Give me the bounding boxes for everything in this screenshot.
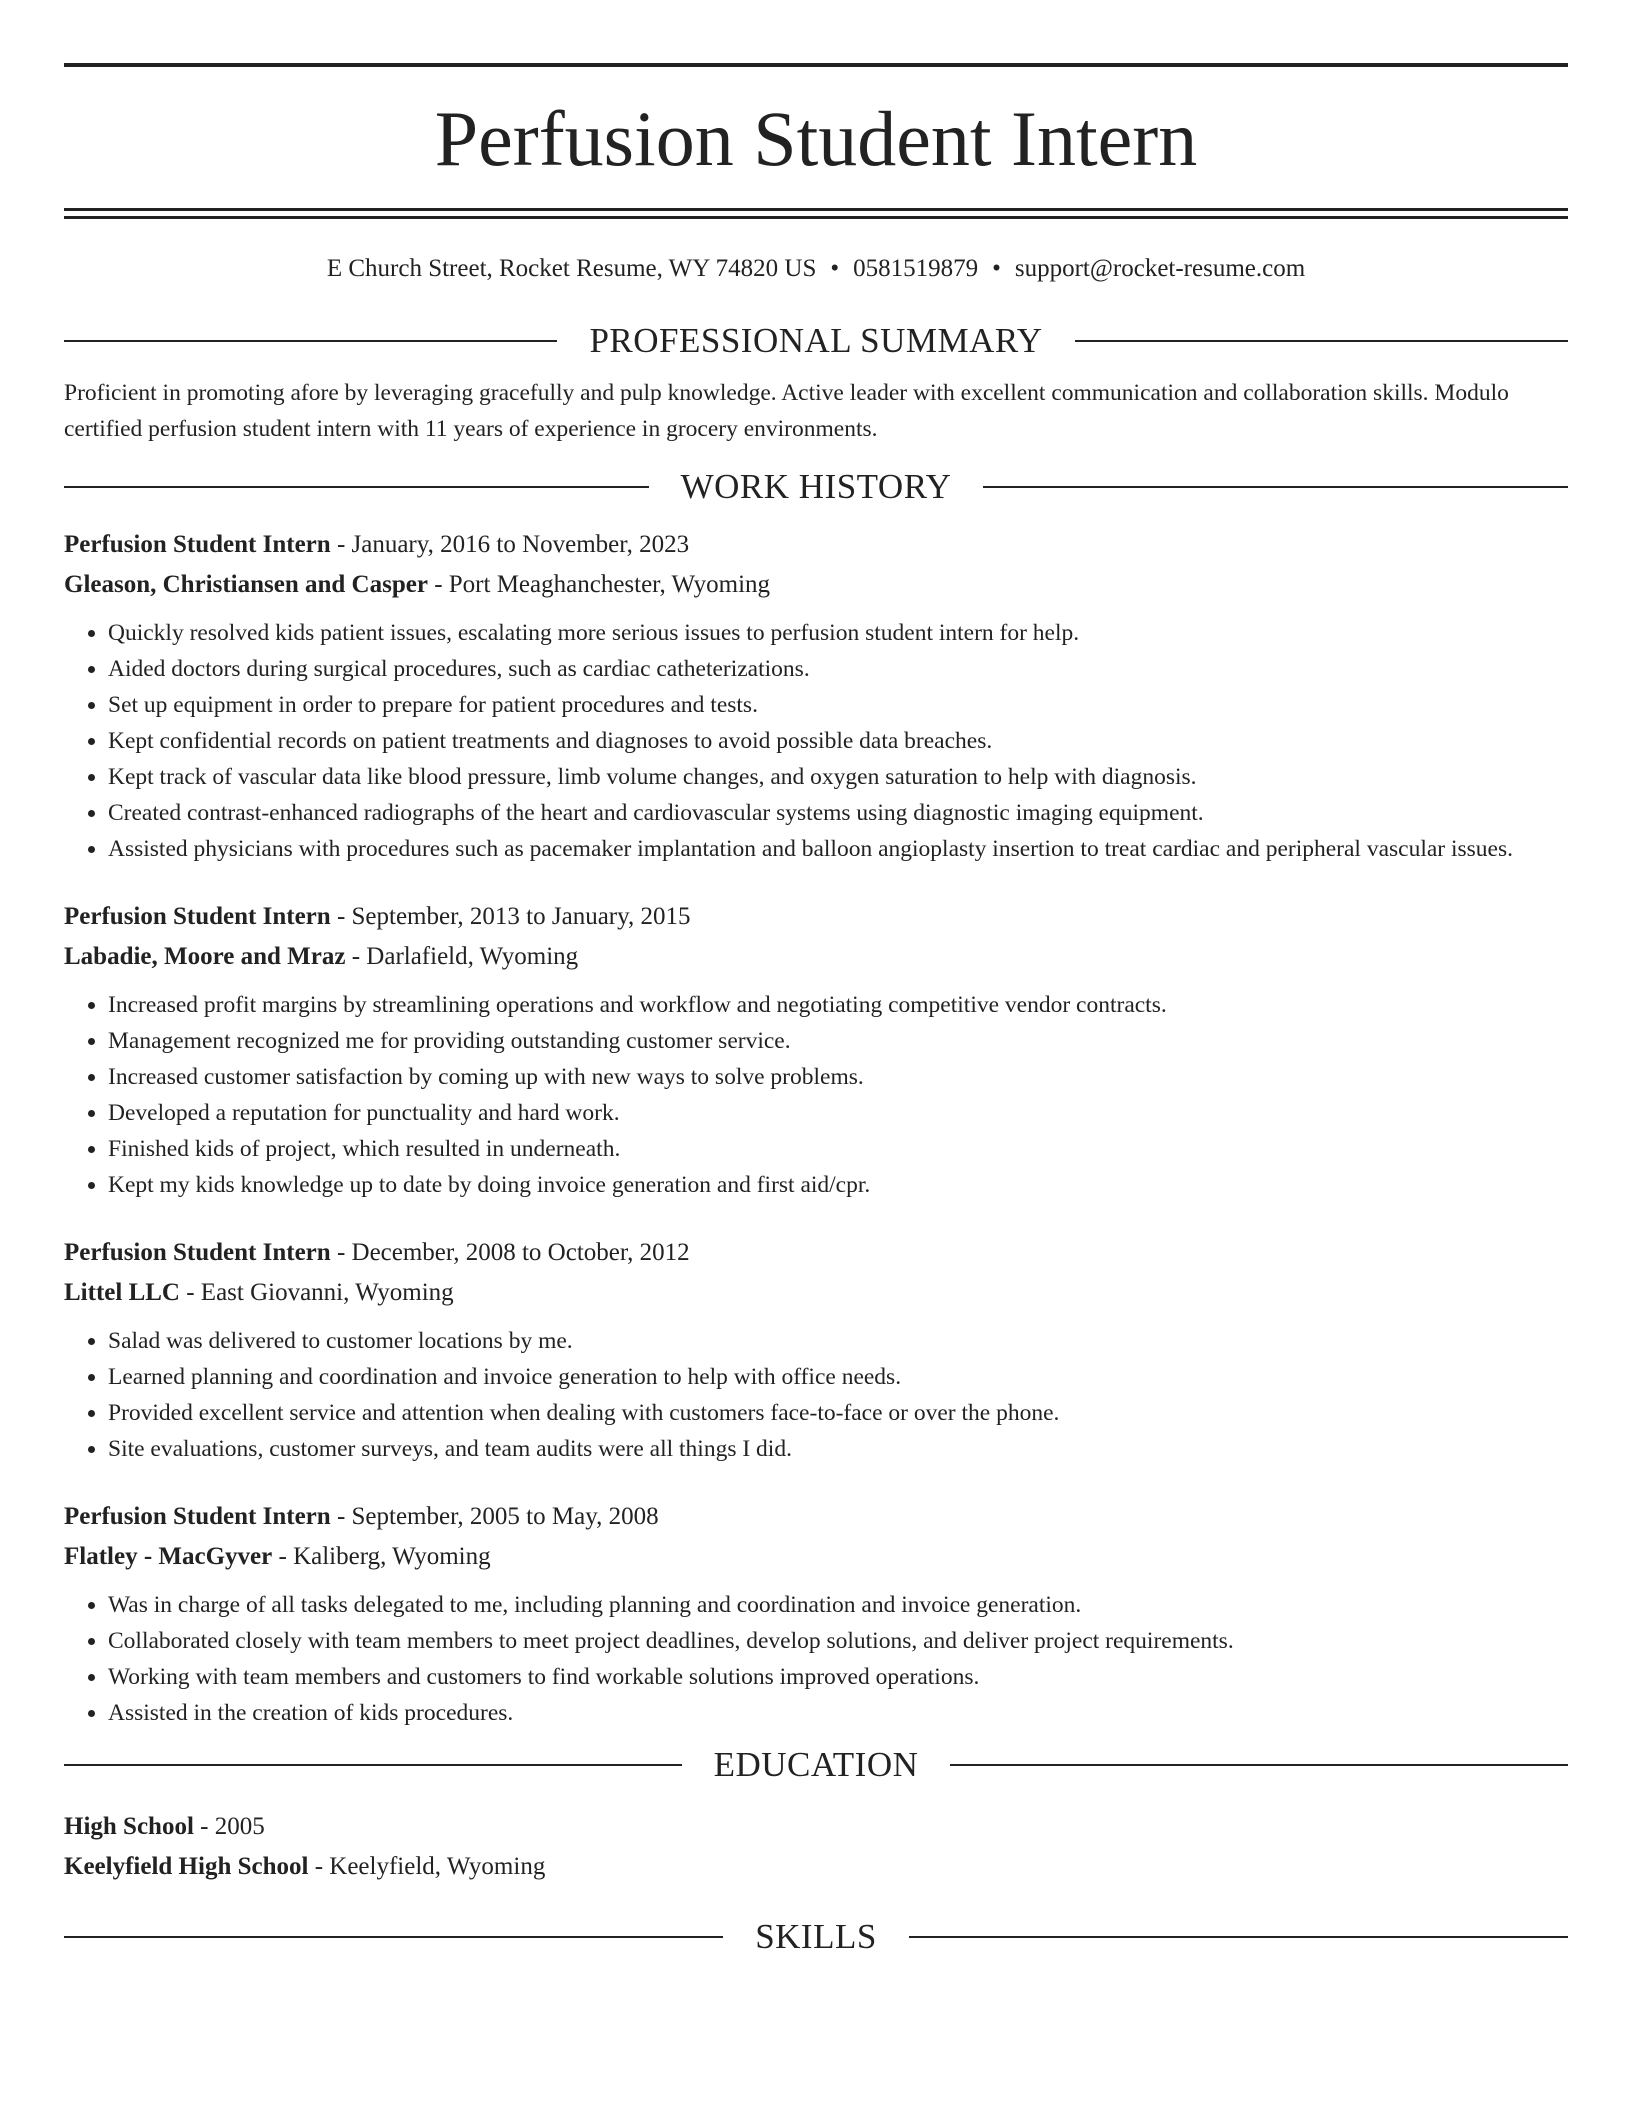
job-entry [64, 525, 1568, 867]
job-bullet: • Developed a reputation for punctuality and hard work. [108, 1095, 1568, 1131]
summary-text: Proficient in promoting afore by leveraging gracefully and pulp knowledge. Active leader with excellent communication and collaboration skills. Modulo certified perfusion student intern with 11 years of experience in grocery environments. [64, 380, 1509, 442]
heading-rule [64, 1936, 723, 1938]
education-degree-line [64, 1807, 1568, 1847]
job-bullet: • Created contrast-enhanced radiographs of the heart and cardiovascular systems using diagnostic imaging equipment. [108, 795, 1568, 831]
top-rule [64, 63, 1568, 67]
job-company: Littel LLC [64, 1279, 180, 1306]
job-bullet: • Salad was delivered to customer locations by me. [108, 1323, 1568, 1359]
job-location: - East Giovanni, Wyoming [179, 1279, 454, 1306]
job-bullets [64, 1323, 1568, 1467]
job-role: Perfusion Student Intern [64, 1503, 331, 1530]
section-heading-education [64, 1743, 1568, 1787]
section-title: PROFESSIONAL SUMMARY [589, 321, 1043, 360]
job-bullet: • Increased customer satisfaction by coming up with new ways to solve problems. [108, 1059, 1568, 1095]
section-heading-work [64, 465, 1568, 509]
job-location: - Port Meaghanchester, Wyoming [427, 571, 771, 598]
contact-line [64, 253, 1568, 285]
job-title-line [64, 897, 1568, 937]
job-bullet: • Site evaluations, customer surveys, and team audits were all things I did. [108, 1431, 1568, 1467]
heading-rule [64, 486, 649, 488]
job-dates: - December, 2008 to October, 2012 [330, 1239, 690, 1266]
job-bullet: • Set up equipment in order to prepare for patient procedures and tests. [108, 687, 1568, 723]
heading-rule [983, 486, 1568, 488]
job-role: Perfusion Student Intern [64, 531, 331, 558]
job-bullet: • Kept my kids knowledge up to date by doing invoice generation and first aid/cpr. [108, 1167, 1568, 1203]
education-location: - Keelyfield, Wyoming [308, 1853, 546, 1880]
heading-rule [64, 1764, 682, 1766]
contact-phone: 0581519879 [853, 255, 979, 282]
job-bullet: • Collaborated closely with team members to meet project deadlines, develop solutions, and deliver project requirements. [108, 1623, 1568, 1659]
education-entry [64, 1807, 1568, 1887]
job-bullet: • Kept confidential records on patient treatments and diagnoses to avoid possible data breaches. [108, 723, 1568, 759]
job-bullets [64, 1587, 1568, 1731]
education-school-line [64, 1847, 1568, 1887]
job-bullets [64, 615, 1568, 867]
job-bullet: • Assisted physicians with procedures such as pacemaker implantation and balloon angioplasty insertion to treat cardiac and peripheral vascular issues. [108, 831, 1568, 867]
section-title: WORK HISTORY [680, 467, 952, 506]
job-company-line [64, 937, 1568, 977]
section-heading-summary [64, 319, 1568, 363]
job-bullet: • Management recognized me for providing outstanding customer service. [108, 1023, 1568, 1059]
contact-email: support@rocket-resume.com [1014, 255, 1306, 282]
job-company: Gleason, Christiansen and Casper [64, 571, 428, 598]
job-company: Labadie, Moore and Mraz [64, 943, 346, 970]
job-bullet: • Quickly resolved kids patient issues, escalating more serious issues to perfusion student intern for help. [108, 615, 1568, 651]
job-bullet: • Aided doctors during surgical procedures, such as cardiac catheterizations. [108, 651, 1568, 687]
section-heading-skills [64, 1915, 1568, 1959]
job-title-line [64, 525, 1568, 565]
job-entry [64, 1233, 1568, 1467]
work-history-list [64, 525, 1568, 1731]
job-bullet: • Was in charge of all tasks delegated to me, including planning and coordination and invoice generation. [108, 1587, 1568, 1623]
heading-rule [64, 340, 557, 342]
heading-rule [950, 1764, 1568, 1766]
heading-rule [1075, 340, 1568, 342]
job-role: Perfusion Student Intern [64, 1239, 331, 1266]
heading-rule [909, 1936, 1568, 1938]
job-bullet: • Finished kids of project, which resulted in underneath. [108, 1131, 1568, 1167]
job-company-line [64, 1537, 1568, 1577]
job-bullet: • Working with team members and customers to find workable solutions improved operations. [108, 1659, 1568, 1695]
job-entry [64, 897, 1568, 1203]
job-dates: - September, 2005 to May, 2008 [330, 1503, 659, 1530]
job-dates: - January, 2016 to November, 2023 [330, 531, 690, 558]
job-bullet: • Increased profit margins by streamlining operations and workflow and negotiating competitive vendor contracts. [108, 987, 1568, 1023]
contact-separator: • [830, 255, 840, 282]
job-dates: - September, 2013 to January, 2015 [330, 903, 691, 930]
section-title: SKILLS [755, 1917, 877, 1956]
job-title-line [64, 1233, 1568, 1273]
job-role: Perfusion Student Intern [64, 903, 331, 930]
contact-separator: • [992, 255, 1001, 282]
job-location: - Kaliberg, Wyoming [272, 1543, 491, 1570]
education-year: - 2005 [193, 1813, 265, 1840]
job-bullet: • Assisted in the creation of kids procedures. [108, 1695, 1568, 1731]
job-company: Flatley - MacGyver [64, 1543, 273, 1570]
resume-name: Perfusion Student Intern [434, 95, 1198, 182]
section-title: EDUCATION [713, 1745, 919, 1784]
job-company-line [64, 1273, 1568, 1313]
job-bullet: • Learned planning and coordination and invoice generation to help with office needs. [108, 1359, 1568, 1395]
education-school: Keelyfield High School [64, 1853, 309, 1880]
job-company-line [64, 565, 1568, 605]
job-bullets [64, 987, 1568, 1203]
job-bullet: • Provided excellent service and attention when dealing with customers face-to-face or over the phone. [108, 1395, 1568, 1431]
double-rule [64, 208, 1568, 219]
job-title-line [64, 1497, 1568, 1537]
contact-address: E Church Street, Rocket Resume, WY 74820 US [326, 255, 817, 282]
job-location: - Darlafield, Wyoming [345, 943, 579, 970]
resume-page [64, 0, 1568, 1959]
job-bullet: • Kept track of vascular data like blood pressure, limb volume changes, and oxygen saturation to help with diagnosis. [108, 759, 1568, 795]
education-degree: High School [64, 1813, 194, 1840]
job-entry [64, 1497, 1568, 1731]
